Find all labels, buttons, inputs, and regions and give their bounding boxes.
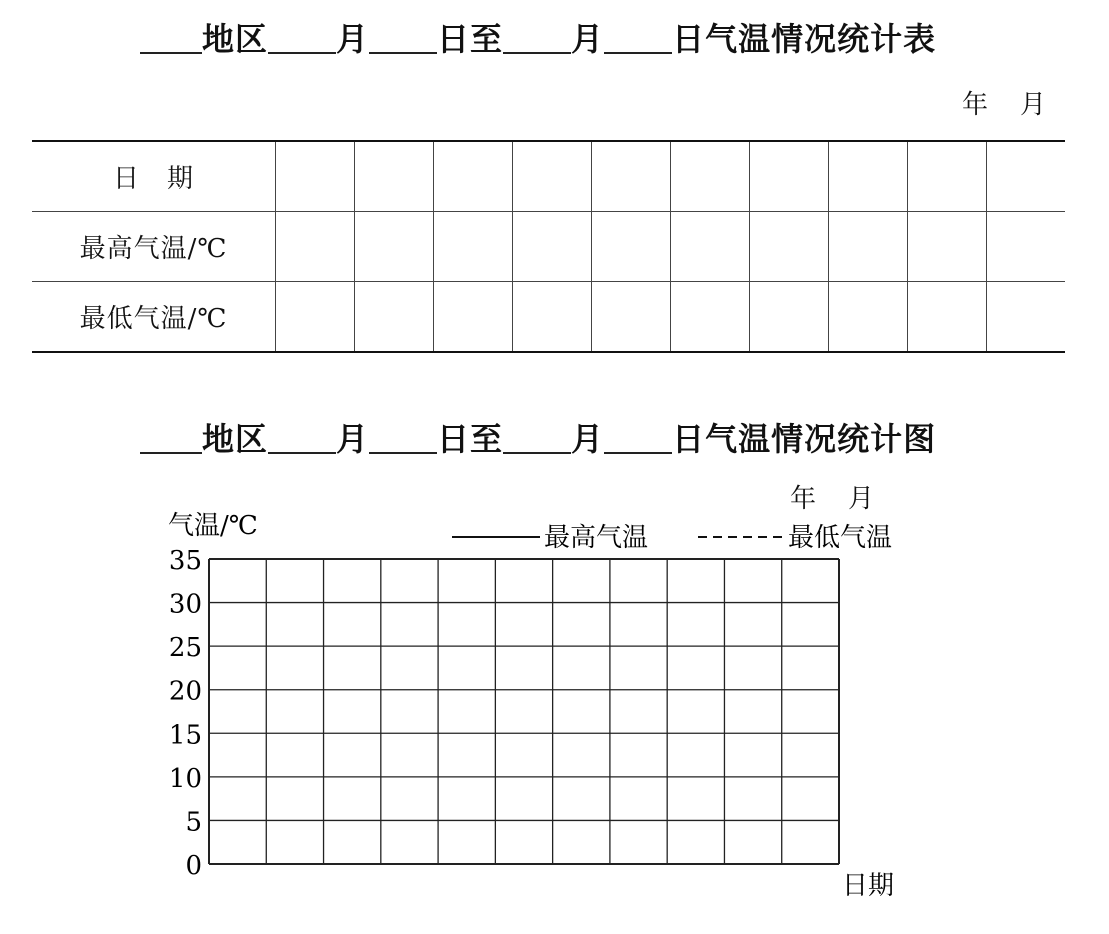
- month-label: 月: [1020, 90, 1049, 120]
- title-segment-end: 日气温情况统计图: [672, 420, 937, 458]
- x-axis-label: 日期: [842, 871, 895, 901]
- title-segment-region: 地区: [202, 20, 269, 58]
- row-label-date: 日 期: [32, 141, 276, 212]
- chart-grid: [209, 559, 839, 864]
- month-label: 月: [848, 484, 877, 514]
- title-segment-day-to: 日至: [437, 420, 504, 458]
- y-axis-label: 气温/℃: [168, 511, 258, 541]
- title-segment-month: 月: [571, 420, 605, 458]
- legend: [452, 523, 892, 553]
- y-tick-label: 25: [168, 633, 202, 664]
- y-tick-label: 5: [185, 807, 202, 838]
- title-segment-region: 地区: [202, 420, 269, 458]
- y-tick-label: 10: [168, 763, 202, 794]
- y-tick-labels: [169, 546, 202, 881]
- title-segment-month: 月: [336, 20, 370, 58]
- legend-label-min: 最低气温: [788, 523, 893, 553]
- year-label: 年: [962, 90, 991, 120]
- y-tick-label: 15: [168, 720, 202, 751]
- y-tick-label: 30: [168, 589, 202, 620]
- y-tick-label: 0: [185, 851, 202, 881]
- legend-label-max: 最高气温: [544, 523, 649, 553]
- year-label: 年: [790, 484, 819, 514]
- y-tick-label: 35: [168, 546, 202, 576]
- y-tick-label: 20: [168, 676, 202, 707]
- title-segment-month: 月: [571, 20, 605, 58]
- title-segment-day-to: 日至: [437, 20, 504, 58]
- title-segment-end: 日气温情况统计表: [672, 20, 937, 58]
- title-segment-month: 月: [336, 420, 370, 458]
- row-label-min-temp: 最低气温/℃: [32, 282, 276, 353]
- row-label-max-temp: 最高气温/℃: [32, 212, 276, 282]
